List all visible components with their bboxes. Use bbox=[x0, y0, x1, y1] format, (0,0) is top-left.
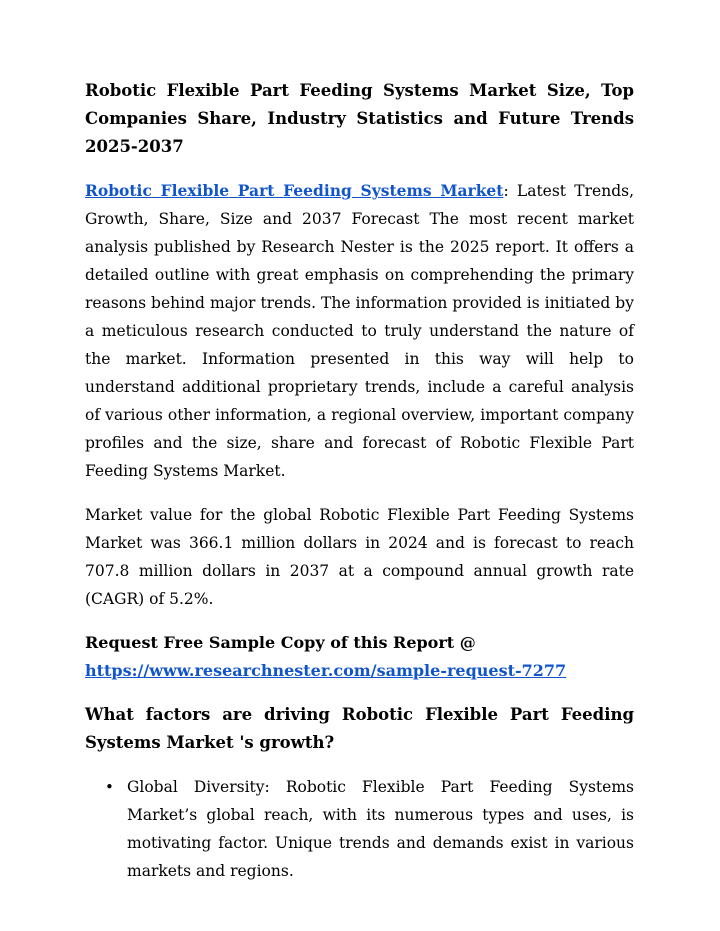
intro-text: : Latest Trends, Growth, Share, Size and 2037 Forecast The most recent market analysis published by Research Nester is the 2025 report. It offers a detailed outline with great emphasis on comprehending the primary reasons behind major trends. The information provided is initiated by a meticulous research conducted to truly understand the nature of the market. Information presented in this way will help to understand additional proprietary trends, include a careful analysis of various other information, a regional overview, important company profiles and the size, share and forecast of Robotic Flexible Part Feeding Systems Market. bbox=[85, 182, 634, 480]
sample-request-link[interactable]: https://www.researchnester.com/sample-request-7277 bbox=[85, 661, 567, 680]
intro-paragraph bbox=[85, 177, 634, 485]
market-value-paragraph: Market value for the global Robotic Flexible Part Feeding Systems Market was 366.1 million dollars in 2024 and is forecast to reach 707.8 million dollars in 2037 at a compound annual growth rate (CAGR) of 5.2%. bbox=[85, 506, 634, 608]
sample-request-heading: Request Free Sample Copy of this Report @ bbox=[85, 633, 476, 652]
document-page bbox=[85, 77, 634, 885]
market-link[interactable]: Robotic Flexible Part Feeding Systems Market bbox=[85, 181, 504, 200]
document-title: Robotic Flexible Part Feeding Systems Market Size, Top Companies Share, Industry Statistics and Future Trends 2025-2037 bbox=[85, 81, 634, 156]
list-item bbox=[85, 773, 634, 885]
list-item-text: Global Diversity: Robotic Flexible Part Feeding Systems Market’s global reach, with its numerous types and uses, is motivating factor. Unique trends and demands exist in various markets and regions. bbox=[127, 778, 634, 880]
bullet-icon: • bbox=[105, 778, 114, 796]
growth-factors-heading: What factors are driving Robotic Flexible Part Feeding Systems Market 's growth? bbox=[85, 705, 634, 752]
growth-factors-list bbox=[85, 773, 634, 885]
